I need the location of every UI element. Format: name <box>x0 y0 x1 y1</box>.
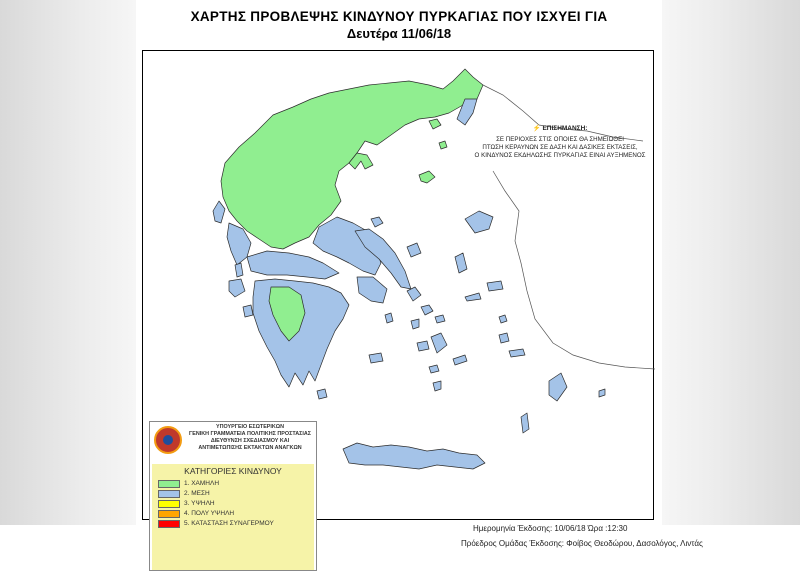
notice-line-3: Ο ΚΙΝΔΥΝΟΣ ΕΚΔΗΛΩΣΗΣ ΠΥΡΚΑΓΙΑΣ ΕΙΝΑΙ ΑΥΞΗΜΕΝΟΣ <box>474 152 646 159</box>
forecast-sheet <box>136 0 703 548</box>
label-high: 3. ΥΨΗΛΗ <box>184 500 215 507</box>
region-west-central <box>247 251 339 279</box>
risk-categories <box>152 464 314 570</box>
island-thasos <box>429 119 441 129</box>
risk-category-3 <box>158 500 308 509</box>
island-tinos <box>421 305 433 315</box>
island-naxos <box>431 333 447 353</box>
civil-protection-logo <box>154 426 182 454</box>
island-patmos <box>499 315 507 323</box>
page-background-right <box>662 0 800 525</box>
legend-header <box>150 422 316 462</box>
lightning-notice <box>465 125 655 160</box>
island-mykonos <box>435 315 445 323</box>
org-line-3: ΔΙΕΥΘΥΝΣΗ ΣΧΕΔΙΑΣΜΟΥ ΚΑΙ <box>210 438 290 444</box>
island-ikaria <box>465 293 481 301</box>
island-corfu <box>213 201 225 223</box>
island-kea <box>385 313 393 323</box>
issuing-team: Πρόεδρος Ομάδας Έκδοσης: Φοίβος Θεοδώρου, Δασολόγος, Λιντάς <box>461 539 703 548</box>
island-kalymnos <box>499 333 509 343</box>
risk-category-5 <box>158 520 308 529</box>
page-background-left <box>0 0 136 525</box>
map-title: ΧΑΡΤΗΣ ΠΡΟΒΛΕΨΗΣ ΚΙΝΔΥΝΟΥ ΠΥΡΚΑΓΙΑΣ ΠΟΥ ΙΣΧΥΕΙ ΓΙΑ <box>190 9 608 24</box>
label-low: 1. ΧΑΜΗΛΗ <box>184 480 220 487</box>
risk-categories-title: ΚΑΤΗΓΟΡΙΕΣ ΚΙΝΔΥΝΟΥ <box>184 466 282 476</box>
region-attica <box>357 277 387 303</box>
lightning-icon: ⚡ <box>532 125 541 132</box>
swatch-medium <box>158 490 180 498</box>
island-ios <box>429 365 439 373</box>
island-rhodes <box>549 373 567 401</box>
label-very-high: 4. ΠΟΛΥ ΥΨΗΛΗ <box>184 510 235 517</box>
island-kythira <box>317 389 327 399</box>
swatch-high <box>158 500 180 508</box>
issue-date: Ημερομηνία Έκδοσης: 10/06/18 Ώρα :12:30 <box>473 524 628 533</box>
island-chios <box>455 253 467 273</box>
island-skyros <box>407 243 421 257</box>
org-line-4: ΑΝΤΙΜΕΤΩΠΙΣΗΣ ΕΚΤΑΚΤΩΝ ΑΝΑΓΚΩΝ <box>198 445 302 451</box>
island-paros <box>417 341 429 351</box>
swatch-alert <box>158 520 180 528</box>
island-kastellorizo <box>599 389 605 397</box>
island-kos <box>509 349 525 357</box>
island-kefalonia <box>229 279 245 297</box>
org-line-2: ΓΕΝΙΚΗ ΓΡΑΜΜΑΤΕΙΑ ΠΟΛΙΤΙΚΗΣ ΠΡΟΣΤΑΣΙΑΣ <box>189 431 311 437</box>
island-syros <box>411 319 419 329</box>
island-amorgos <box>453 355 467 365</box>
risk-category-4 <box>158 510 308 519</box>
swatch-low <box>158 480 180 488</box>
island-zakynthos <box>243 305 253 317</box>
notice-title: ⚡ ΕΠΙΣΗΜΑΝΣΗ: <box>532 125 588 132</box>
notice-line-2: ΠΤΩΣΗ ΚΕΡΑΥΝΩΝ ΣΕ ΔΑΣΗ ΚΑΙ ΔΑΣΙΚΕΣ ΕΚΤΑΣΕΙΣ, <box>482 144 638 151</box>
island-andros <box>407 287 421 301</box>
island-milos <box>369 353 383 363</box>
map-date: Δευτέρα 11/06/18 <box>346 26 452 41</box>
legend-panel <box>149 421 317 571</box>
label-alert: 5. ΚΑΤΑΣΤΑΣΗ ΣΥΝΑΓΕΡΜΟΥ <box>184 520 274 527</box>
island-samothraki <box>439 141 447 149</box>
island-samos <box>487 281 503 291</box>
swatch-very-high <box>158 510 180 518</box>
island-crete <box>343 443 485 469</box>
organization-name <box>184 424 316 452</box>
org-line-1: ΥΠΟΥΡΓΕΙΟ ΕΣΩΤΕΡΙΚΩΝ <box>216 424 284 430</box>
island-limnos <box>419 171 435 183</box>
island-sporades <box>371 217 383 227</box>
risk-category-1 <box>158 480 308 489</box>
risk-category-2 <box>158 490 308 499</box>
island-lefkada <box>235 263 243 277</box>
greece-risk-map <box>142 50 703 548</box>
island-karpathos <box>521 413 529 433</box>
label-medium: 2. ΜΕΣΗ <box>184 490 210 497</box>
island-santorini <box>433 381 441 391</box>
notice-line-1: ΣΕ ΠΕΡΙΟΧΕΣ ΣΤΙΣ ΟΠΟΙΕΣ ΘΑ ΣΗΜΕΙΩΘΕΙ <box>496 136 624 143</box>
island-lesvos <box>465 211 493 233</box>
